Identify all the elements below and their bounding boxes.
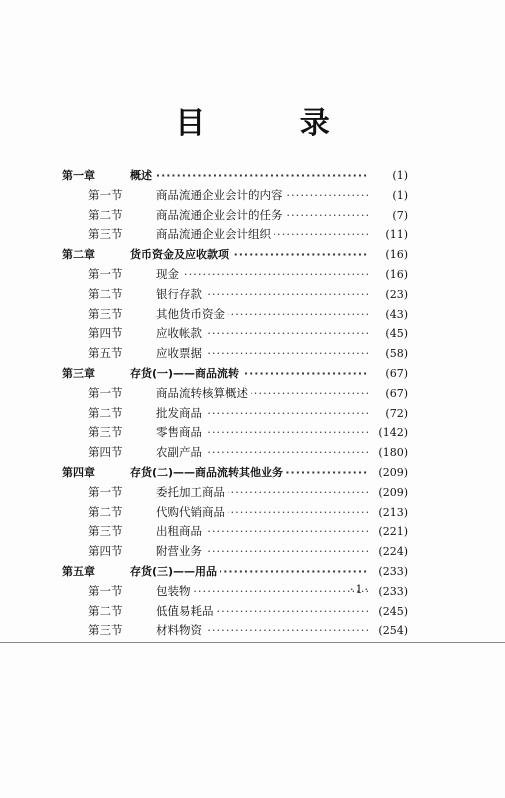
entry-page: (23) — [385, 287, 408, 301]
toc-chapter-5 — [62, 562, 408, 582]
entry-number: 第一节 — [88, 385, 123, 400]
toc-section — [62, 621, 408, 641]
entry-title: 委托加工商品 ····· — [156, 483, 368, 503]
entry-number: 第二节 — [88, 405, 123, 420]
scan-edge-line — [0, 642, 505, 643]
table-of-contents — [62, 166, 408, 641]
entry-page: (67) — [385, 366, 408, 380]
entry-number: 第一节 — [88, 583, 123, 598]
entry-number: 第四节 — [88, 445, 123, 460]
entry-number: 第二节 — [88, 286, 123, 301]
entry-page: (7) — [392, 208, 408, 222]
entry-page: (16) — [385, 248, 408, 262]
entry-number: 第三章 — [62, 366, 95, 380]
entry-page: (142) — [378, 426, 408, 440]
entry-number: 第一节 — [88, 187, 123, 202]
entry-number: 第三节 — [88, 623, 123, 638]
entry-number: 第三节 — [88, 524, 123, 539]
entry-number: 第一节 — [88, 266, 123, 281]
toc-section — [62, 443, 408, 463]
toc-section — [62, 225, 408, 245]
entry-number: 第一章 — [62, 169, 95, 182]
toc-chapter-3 — [62, 364, 408, 384]
toc-section — [62, 206, 408, 226]
entry-number: 第三节 — [88, 306, 123, 321]
entry-title: 商品流通企业会计的任务 ····· — [156, 206, 368, 226]
toc-section — [62, 522, 408, 542]
entry-page: (67) — [385, 386, 408, 400]
entry-number: 第二章 — [62, 248, 95, 262]
entry-title: 商品流通企业会计组织 ····· — [156, 225, 368, 245]
page-number: ·1· — [350, 583, 370, 596]
toc-section — [62, 285, 408, 305]
toc-section — [62, 384, 408, 404]
entry-page: (213) — [378, 505, 408, 519]
entry-title: 商品流通企业会计的内容 ····· — [156, 186, 368, 206]
toc-section — [62, 542, 408, 562]
entry-page: (180) — [378, 446, 408, 460]
toc-section — [62, 404, 408, 424]
entry-number: 第二节 — [88, 603, 123, 618]
entry-title: 材料物资 ····· — [156, 621, 368, 641]
entry-number: 第五章 — [62, 564, 95, 578]
entry-title: 存货(二)——商品流转其他业务 ····· — [130, 463, 368, 483]
entry-title: 其他货币资金 ····· — [156, 305, 368, 325]
entry-page: (45) — [385, 327, 408, 341]
entry-title: 货币资金及应收款项 ····· — [130, 245, 368, 265]
entry-title: 农副产品 ····· — [156, 443, 368, 463]
entry-number: 第四节 — [88, 326, 123, 341]
entry-title: 存货(一)——商品流转 ····· — [130, 364, 368, 384]
toc-section — [62, 344, 408, 364]
entry-title: 商品流转核算概述 ····· — [156, 384, 368, 404]
entry-title: 银行存款 ····· — [156, 285, 368, 305]
entry-page: (245) — [378, 604, 408, 618]
entry-page: (233) — [378, 564, 408, 578]
entry-title: 批发商品 ····· — [156, 404, 368, 424]
entry-title: 存货(三)——用品 ····· — [130, 562, 368, 582]
toc-section — [62, 324, 408, 344]
entry-page: (43) — [385, 307, 408, 321]
entry-page: (1) — [392, 188, 408, 202]
toc-section — [62, 186, 408, 206]
entry-page: (233) — [378, 584, 408, 598]
entry-number: 第二节 — [88, 207, 123, 222]
entry-number: 第三节 — [88, 227, 123, 242]
toc-section — [62, 602, 408, 622]
entry-page: (224) — [378, 545, 408, 559]
entry-page: (209) — [378, 465, 408, 479]
entry-title: 包装物 ····· — [156, 582, 368, 602]
toc-section — [62, 423, 408, 443]
entry-page: (16) — [385, 267, 408, 281]
entry-title: 低值易耗品 ····· — [156, 602, 368, 622]
entry-title: 应收票据 ····· — [156, 344, 368, 364]
entry-number: 第三节 — [88, 425, 123, 440]
entry-title: 零售商品 ····· — [156, 423, 368, 443]
entry-title: 出租商品 ····· — [156, 522, 368, 542]
entry-page: (221) — [378, 525, 408, 539]
entry-title: 附营业务 ····· — [156, 542, 368, 562]
entry-page: (11) — [385, 228, 408, 242]
entry-number: 第四节 — [88, 544, 123, 559]
entry-page: (72) — [385, 406, 408, 420]
entry-number: 第一节 — [88, 484, 123, 499]
toc-section — [62, 305, 408, 325]
entry-number: 第四章 — [62, 465, 95, 479]
toc-chapter-4 — [62, 463, 408, 483]
toc-chapter-2 — [62, 245, 408, 265]
entry-page: (209) — [378, 485, 408, 499]
entry-page: (1) — [392, 169, 408, 182]
entry-title: 概述 ····· — [130, 166, 368, 186]
entry-page: (254) — [378, 624, 408, 638]
entry-title: 应收帐款 ····· — [156, 324, 368, 344]
toc-chapter-1 — [62, 166, 408, 186]
toc-section — [62, 503, 408, 523]
entry-number: 第二节 — [88, 504, 123, 519]
entry-page: (58) — [385, 347, 408, 361]
entry-title: 代购代销商品 ····· — [156, 503, 368, 523]
entry-title: 现金 ····· — [156, 265, 368, 285]
toc-section — [62, 265, 408, 285]
entry-number: 第五节 — [88, 346, 123, 361]
toc-section — [62, 483, 408, 503]
page-title: 目 录 — [175, 106, 372, 141]
